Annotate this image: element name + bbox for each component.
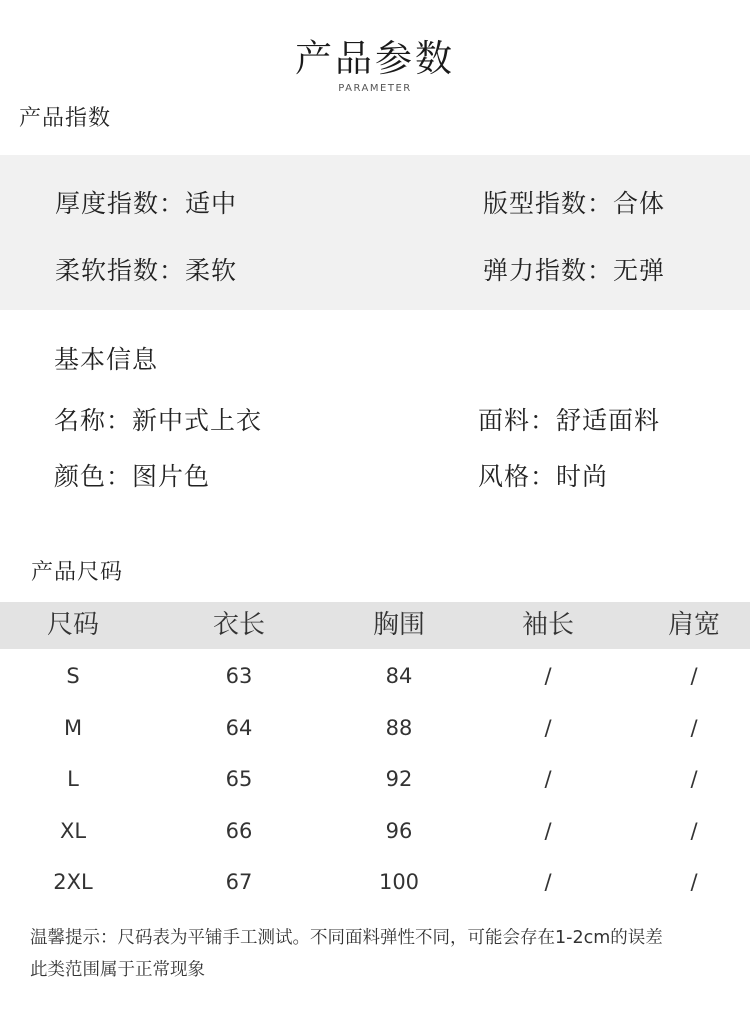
- index-value: 合体: [613, 189, 666, 218]
- cell-length: 65: [225, 767, 253, 791]
- cell-size: 2XL: [53, 870, 93, 894]
- index-key: 厚度指数：: [55, 189, 186, 218]
- cell-size: M: [63, 715, 83, 740]
- cell-length: 64: [225, 715, 253, 740]
- column-header-size: 尺码: [46, 610, 99, 640]
- section-label-basic-info: 基本信息: [54, 345, 159, 374]
- info-key: 面料：: [478, 406, 557, 435]
- info-item-style: [478, 457, 608, 493]
- info-value: 舒适面料: [556, 406, 661, 435]
- cell-length: 66: [225, 818, 253, 843]
- column-header-length: 衣长: [212, 610, 265, 640]
- section-label-size: 产品尺码: [31, 560, 124, 585]
- cell-chest: 84: [385, 664, 413, 688]
- info-item-color: [54, 457, 210, 493]
- info-value: 图片色: [132, 462, 211, 491]
- cell-sleeve: /: [544, 767, 552, 791]
- cell-size: S: [66, 664, 80, 688]
- index-item-thickness: [55, 184, 237, 220]
- info-item-name: [54, 401, 262, 437]
- size-note-line: 温馨提示：尺码表为平铺手工测试。不同面料弹性不同，可能会存在1-2cm的误差: [30, 928, 663, 948]
- cell-chest: 100: [378, 870, 420, 894]
- cell-chest: 88: [385, 715, 413, 740]
- size-note-line: 此类范围属于正常现象: [30, 960, 205, 980]
- cell-sleeve: /: [544, 870, 552, 894]
- index-item-fit: [483, 184, 665, 220]
- cell-size: XL: [59, 818, 87, 843]
- cell-length: 67: [225, 870, 253, 894]
- info-item-fabric: [478, 401, 660, 437]
- cell-shoulder: /: [690, 767, 698, 791]
- index-value: 适中: [185, 189, 238, 218]
- cell-shoulder: /: [690, 664, 698, 688]
- column-header-shoulder: 肩宽: [667, 610, 720, 640]
- cell-shoulder: /: [690, 715, 698, 740]
- index-value: 无弹: [613, 256, 666, 285]
- section-label-index: 产品指数: [19, 106, 112, 131]
- cell-chest: 92: [385, 767, 413, 791]
- cell-shoulder: /: [690, 818, 698, 843]
- cell-chest: 96: [385, 818, 413, 843]
- info-value: 新中式上衣: [132, 406, 263, 435]
- column-header-chest: 胸围: [372, 610, 425, 640]
- cell-sleeve: /: [544, 664, 552, 688]
- cell-size: L: [67, 767, 79, 791]
- info-value: 时尚: [556, 462, 609, 491]
- cell-sleeve: /: [544, 715, 552, 740]
- cell-length: 63: [225, 664, 253, 688]
- index-key: 版型指数：: [483, 189, 614, 218]
- index-item-elasticity: [483, 251, 665, 287]
- column-header-sleeve: 袖长: [521, 610, 574, 640]
- size-note: [30, 922, 730, 986]
- index-key: 弹力指数：: [483, 256, 614, 285]
- index-value: 柔软: [185, 256, 238, 285]
- cell-sleeve: /: [544, 818, 552, 843]
- info-key: 名称：: [54, 406, 133, 435]
- info-key: 风格：: [478, 462, 557, 491]
- index-key: 柔软指数：: [55, 256, 186, 285]
- size-table-header: [0, 602, 750, 649]
- index-item-softness: [55, 251, 237, 287]
- cell-shoulder: /: [690, 870, 698, 894]
- page-title: 产品参数: [295, 37, 455, 80]
- info-key: 颜色：: [54, 462, 133, 491]
- page-subtitle: PARAMETER: [338, 83, 412, 94]
